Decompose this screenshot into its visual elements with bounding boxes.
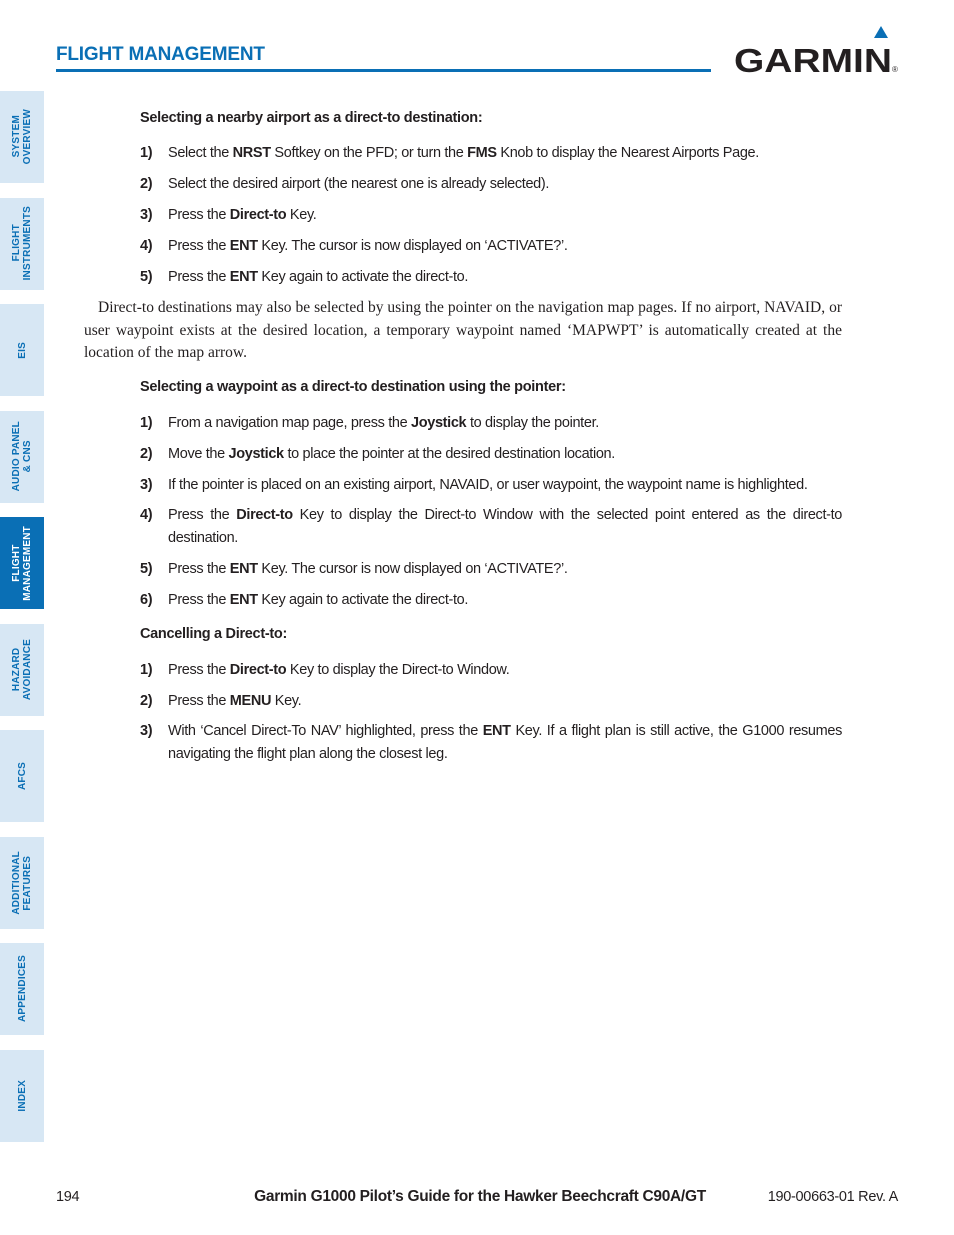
procedure-step [140, 266, 842, 289]
procedure-step [140, 720, 842, 765]
step-text-run: If the pointer is placed on an existing airport, NAVAID, or user waypoint, the waypoint name is highlighted. [168, 477, 808, 493]
key-name: Joystick [411, 415, 467, 431]
step-text [168, 204, 842, 227]
step-text-run: Press the [168, 207, 230, 223]
side-tab-label: FLIGHT INSTRUMENTS [11, 206, 33, 281]
step-text-run: Select the [168, 145, 233, 161]
procedure-step [140, 659, 842, 682]
footer-title: Garmin G1000 Pilot’s Guide for the Hawker Beechcraft C90A/GT [254, 1188, 706, 1205]
step-text-run: Key. The cursor is now displayed on ‘ACTIVATE?’. [257, 238, 568, 254]
side-tab-label: AFCS [16, 761, 28, 791]
step-text [168, 720, 842, 765]
logo-registered-mark: ® [892, 65, 898, 74]
step-number: 3) [140, 207, 153, 223]
key-name: Joystick [228, 446, 284, 462]
step-number: 1) [140, 145, 153, 161]
step-text-run: Key to display the Direct-to Window with the selected point entered as the direct-to destination. [168, 507, 842, 546]
procedure-step [140, 474, 842, 497]
side-tab-index[interactable] [0, 1050, 44, 1142]
key-name: ENT [229, 238, 258, 254]
step-text-run: Press the [168, 592, 230, 608]
procedure-step [140, 204, 842, 227]
step-text-run: Key. The cursor is now displayed on ‘ACTIVATE?’. [257, 561, 568, 577]
garmin-logo [734, 26, 900, 76]
procedure-step [140, 412, 842, 435]
step-number: 5) [140, 269, 153, 285]
step-text-run: Move the [168, 446, 229, 462]
procedure-step [140, 589, 842, 612]
step-text [168, 412, 842, 435]
step-text-run: Key. [271, 693, 302, 709]
step-text-run: Key. If a flight plan is still active, the G1000 resumes navigating the flight plan along the closest leg. [168, 723, 842, 762]
step-text [168, 173, 842, 196]
side-tab-label: FLIGHT MANAGEMENT [11, 525, 33, 601]
key-name: ENT [229, 561, 258, 577]
step-text-run: With ‘Cancel Direct-To NAV’ highlighted, press the [168, 723, 483, 739]
step-text-run: Softkey on the PFD; or turn the [270, 145, 468, 161]
side-tab-label: AUDIO PANEL & CNS [11, 421, 33, 492]
step-number: 1) [140, 662, 153, 678]
step-text-run: Key to display the Direct-to Window. [286, 662, 510, 678]
step-text [168, 690, 842, 713]
side-tab-system-overview[interactable] [0, 91, 44, 183]
step-text-run: Press the [168, 507, 237, 523]
step-text-run: Press the [168, 561, 230, 577]
procedure-step [140, 504, 842, 549]
step-number: 5) [140, 561, 153, 577]
side-tab-label: ADDITIONAL FEATURES [11, 850, 33, 915]
key-name: Direct-to [229, 662, 287, 678]
page-number: 194 [56, 1189, 80, 1205]
side-tab-additional-features[interactable] [0, 837, 44, 929]
logo-text: GARMIN [734, 42, 892, 76]
step-text [168, 266, 842, 289]
step-text-run: Press the [168, 693, 230, 709]
step-text-run: to place the pointer at the desired destination location. [283, 446, 615, 462]
key-name: Direct-to [229, 207, 287, 223]
side-tab-label: HAZARD AVOIDANCE [11, 638, 33, 701]
header-rule [56, 69, 711, 72]
step-number: 4) [140, 238, 153, 254]
side-tab-audio-panel-cns[interactable] [0, 411, 44, 503]
key-name: MENU [229, 693, 272, 709]
step-text-run: From a navigation map page, press the [168, 415, 412, 431]
step-text-run: Key again to activate the direct-to. [257, 592, 469, 608]
step-text [168, 659, 842, 682]
step-text [168, 558, 842, 581]
procedure-step [140, 558, 842, 581]
side-tab-afcs[interactable] [0, 730, 44, 822]
step-number: 2) [140, 693, 153, 709]
procedure-step [140, 142, 842, 165]
step-text [168, 504, 842, 549]
side-tab-label: INDEX [16, 1079, 28, 1112]
step-text [168, 142, 842, 165]
step-text [168, 235, 842, 258]
step-text [168, 474, 842, 497]
key-name: ENT [229, 592, 258, 608]
procedure-step [140, 443, 842, 466]
procedure-heading-cancel: Cancelling a Direct-to: [140, 626, 287, 642]
step-number: 4) [140, 507, 153, 523]
step-number: 1) [140, 415, 153, 431]
document-number: 190-00663-01 Rev. A [767, 1189, 898, 1205]
side-tab-flight-instruments[interactable] [0, 198, 44, 290]
step-text-run: Select the desired airport (the nearest one is already selected). [168, 176, 550, 192]
side-tab-eis[interactable] [0, 304, 44, 396]
key-name: FMS [467, 145, 497, 161]
step-text-run: Press the [168, 662, 230, 678]
procedure-step [140, 173, 842, 196]
side-tab-label: EIS [16, 341, 28, 359]
key-name: ENT [482, 723, 511, 739]
side-tab-flight-management[interactable] [0, 517, 44, 609]
step-text-run: Press the [168, 269, 230, 285]
step-text-run: Key again to activate the direct-to. [257, 269, 469, 285]
side-tab-label: APPENDICES [16, 955, 28, 1023]
procedure-heading-pointer: Selecting a waypoint as a direct-to destination using the pointer: [140, 379, 566, 395]
step-text [168, 443, 842, 466]
step-number: 3) [140, 477, 153, 493]
key-name: Direct-to [236, 507, 293, 523]
procedure-heading-nearby-airport: Selecting a nearby airport as a direct-to destination: [140, 110, 483, 126]
step-text-run: to display the pointer. [466, 415, 599, 431]
step-text [168, 589, 842, 612]
side-tab-hazard-avoidance[interactable] [0, 624, 44, 716]
side-tab-appendices[interactable] [0, 943, 44, 1035]
procedure-step [140, 690, 842, 713]
step-number: 3) [140, 723, 153, 739]
key-name: NRST [232, 145, 271, 161]
procedure-step [140, 235, 842, 258]
step-text-run: Key. [286, 207, 317, 223]
step-number: 2) [140, 176, 153, 192]
section-title: FLIGHT MANAGEMENT [56, 44, 265, 65]
step-text-run: Knob to display the Nearest Airports Page. [496, 145, 759, 161]
key-name: ENT [229, 269, 258, 285]
step-number: 6) [140, 592, 153, 608]
side-tab-label: SYSTEM OVERVIEW [11, 109, 33, 165]
logo-triangle-icon [874, 26, 888, 38]
body-paragraph: Direct-to destinations may also be selected by using the pointer on the navigation map pages. If no airport, NAVAID, or user waypoint exists at the desired location, a temporary waypoint named ‘MAPWPT’ is automatically created at the location of the map arrow. [84, 299, 842, 361]
step-number: 2) [140, 446, 153, 462]
step-text-run: Press the [168, 238, 230, 254]
